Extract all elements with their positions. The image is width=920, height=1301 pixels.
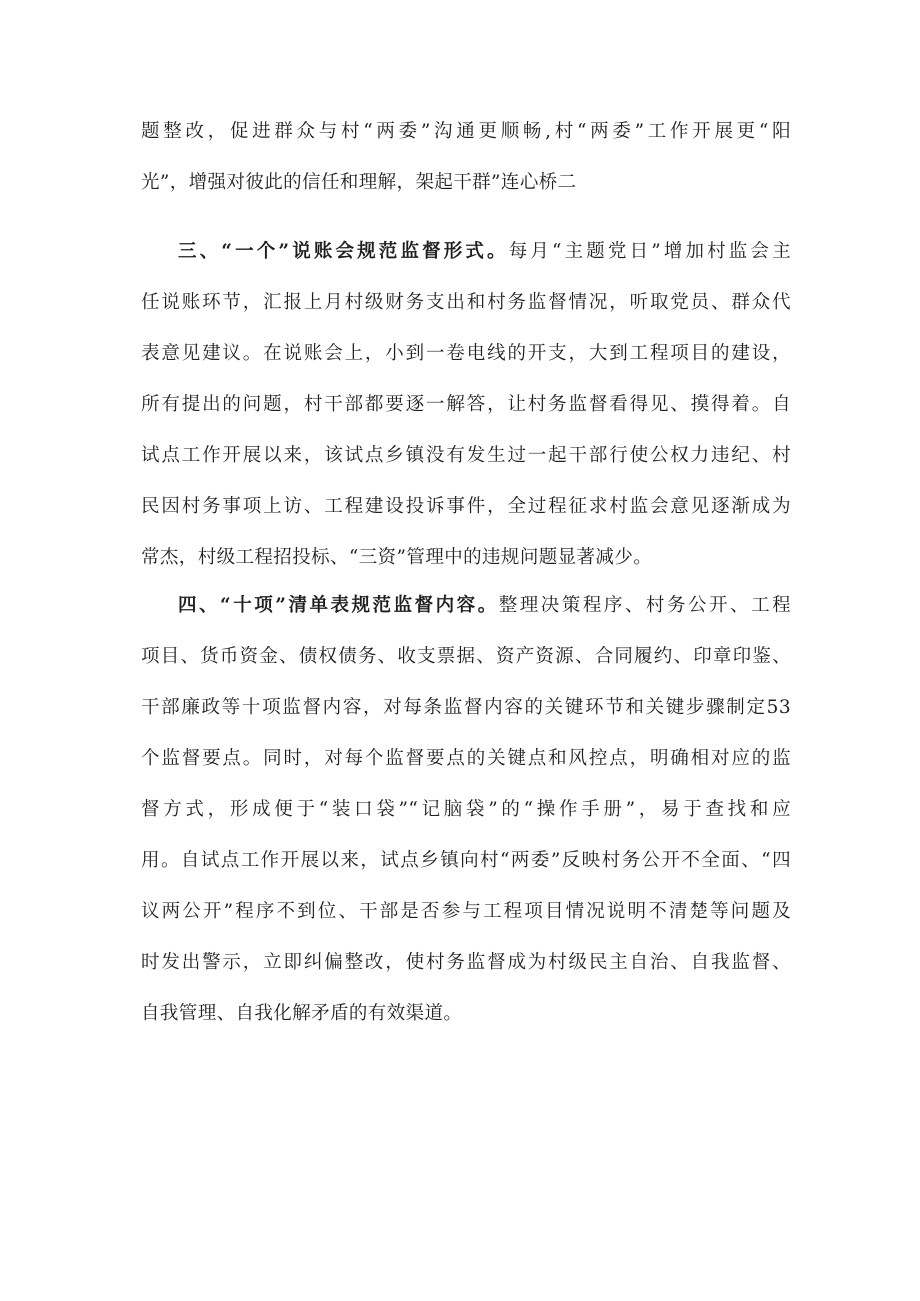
first-line-text: 整理决策程序、村务公开、工程	[498, 595, 791, 616]
first-line-text: 每月“主题党日”增加村监会主	[508, 241, 791, 262]
text-line: 议两公开”程序不到位、干部是否参与工程项目情况说明不清楚等问题及	[141, 901, 791, 922]
text-line: 表意见建议。在说账会上，小到一卷电线的开支，大到工程项目的建设，	[141, 343, 791, 364]
text-line: 试点工作开展以来，该试点乡镇没有发生过一起干部行使公权力违纪、村	[141, 445, 791, 466]
paragraph-section-four	[141, 580, 791, 1039]
first-line	[141, 580, 791, 631]
section-heading: 四、“十项”清单表规范监督内容。	[178, 595, 499, 616]
text-line: 项目、货币资金、债权债务、收支票据、资产资源、合同履约、印章印鉴、	[141, 646, 791, 667]
text-line: 常杰，村级工程招投标、“三资”管理中的违规问题显著减少。	[141, 547, 653, 568]
paragraph-continuation	[141, 106, 791, 208]
text-line: 干部廉政等十项监督内容，对每条监督内容的关键环节和关键步骤制定53	[141, 697, 791, 718]
text-line: 个监督要点。同时，对每个监督要点的关键点和风控点，明确相对应的监	[141, 748, 791, 769]
text-line: 所有提出的问题，村干部都要逐一解答，让村务监督看得见、摸得着。自	[141, 394, 791, 415]
text-line: 督方式，形成便于“装口袋”“记脑袋”的“操作手册”，易于查找和应	[141, 799, 791, 820]
text-line: 民因村务事项上访、工程建设投诉事件，全过程征求村监会意见逐渐成为	[141, 496, 791, 517]
first-line	[141, 226, 791, 277]
text-line: 题整改，促进群众与村“两委”沟通更顺畅,村“两委”工作开展更“阳	[141, 121, 791, 142]
paragraph-section-three	[141, 226, 791, 583]
text-line: 任说账环节，汇报上月村级财务支出和村务监督情况，听取党员、群众代	[141, 292, 791, 313]
section-heading: 三、“一个”说账会规范监督形式。	[178, 241, 509, 262]
text-line: 自我管理、自我化解矛盾的有效渠道。	[141, 1003, 463, 1024]
text-line: 光”，增强对彼此的信任和理解，架起干群”连心桥二	[141, 172, 577, 193]
text-line: 时发出警示，立即纠偏整改，使村务监督成为村级民主自治、自我监督、	[141, 952, 791, 973]
text-line: 用。自试点工作开展以来，试点乡镇向村“两委”反映村务公开不全面、“四	[141, 850, 791, 871]
